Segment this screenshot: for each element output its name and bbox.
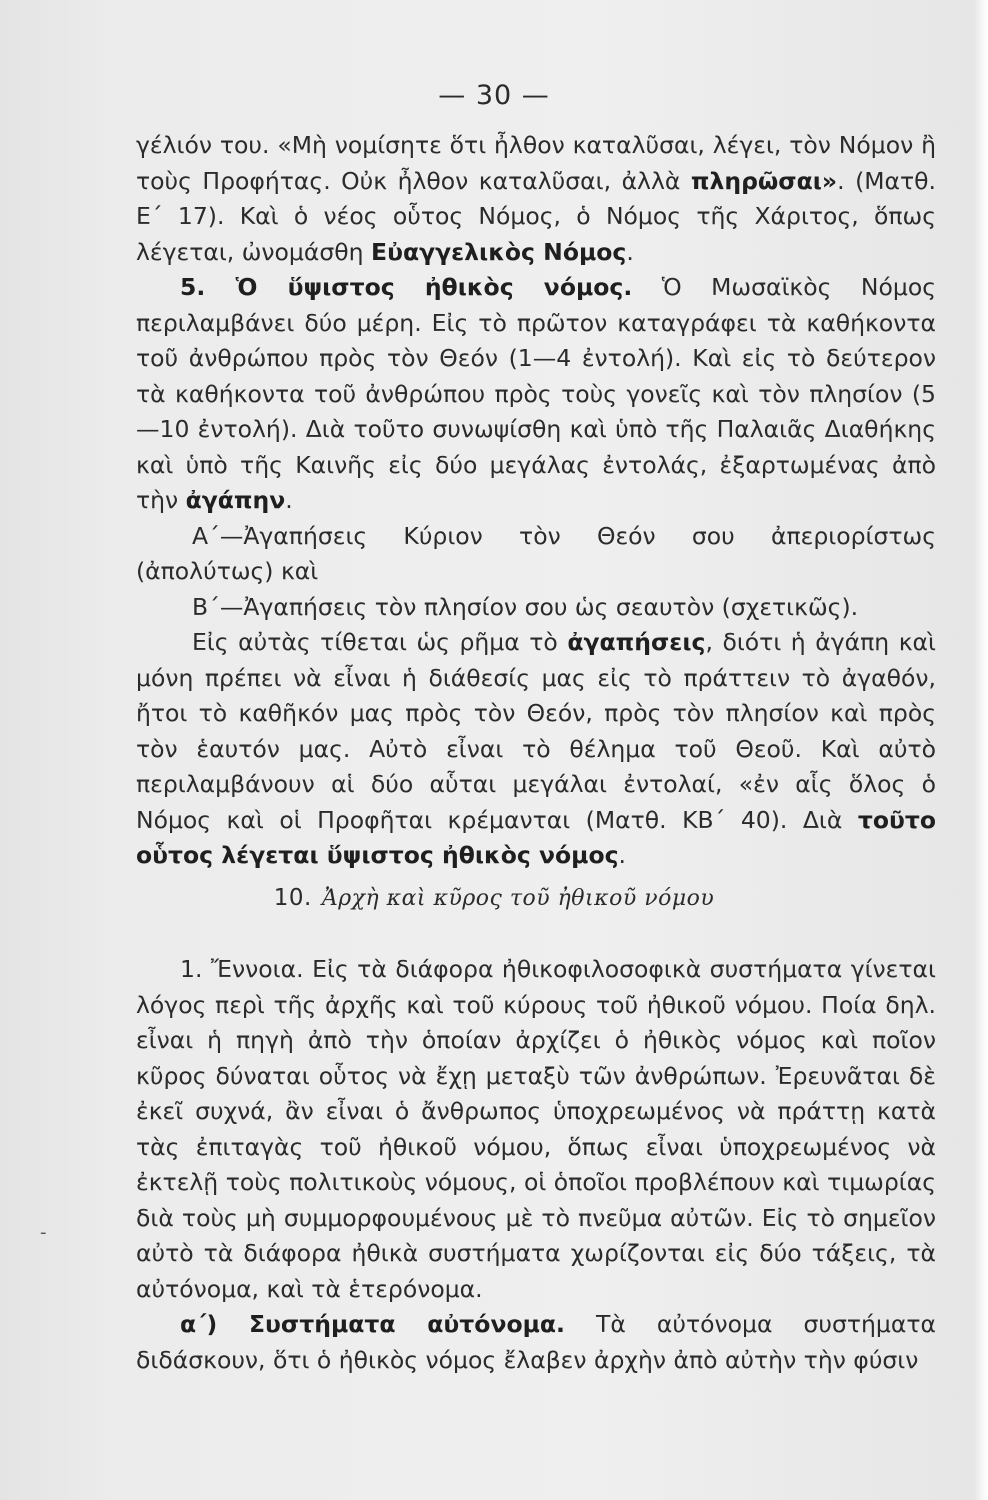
section-heading-title: Ἀρχὴ καὶ κῦρος τοῦ ἠθικοῦ νόμου	[321, 886, 715, 911]
bold-heading-supreme-law: Ὁ ὕψιστος ἠθικὸς νόμος.	[235, 273, 633, 301]
paragraph-autonomous-systems	[136, 1307, 936, 1378]
section-heading-number: 10.	[273, 885, 312, 911]
commandment-a: Α΄—Ἀγαπήσεις Κύριον τὸν Θεόν σου ἀπεριορίστως (ἀπολύτως) καὶ	[136, 521, 936, 585]
paragraph-supreme-moral-law	[136, 270, 936, 519]
text-span: . (Ματθ. Ε΄ 17). Καὶ ὁ νέος οὗτος Νόμος, ὁ Νόμος τῆς Χάριτος, ὅπως λέγεται, ὠνομάσθη	[136, 166, 937, 266]
text-span: .	[618, 841, 627, 869]
text-span: , διότι ἡ ἀγάπη καὶ μόνη πρέπει νὰ εἶναι ἡ διάθεσίς μας εἰς τὸ πράττειν τὸ ἀγαθόν, ἤτοι τὸ καθῆκόν μας πρὸς τὸν Θεόν, πρὸς τὸν πλησίον καὶ πρὸς τὸν ἑαυτόν μας. Αὐτὸ εἶναι τὸ θέλημα τοῦ Θεοῦ. Καὶ αὐτὸ περιλαμβάνουν αἱ δύο αὗται μεγάλαι ἐντολαί, «ἐν αἷς ὅλος ὁ Νόμος καὶ οἱ Προφῆται κρέμανται (Ματθ. ΚΒ΄ 40). Διὰ	[136, 628, 936, 834]
section-number: 5.	[180, 273, 236, 301]
upper-text-block	[136, 128, 936, 874]
bold-term-plirosai: πληρῶσαι»	[690, 166, 838, 195]
paragraph-law-fulfilment	[136, 128, 936, 270]
section-number: 1.	[180, 955, 211, 983]
lead-term-concept: Ἔννοια.	[210, 955, 304, 983]
text-span: .	[626, 237, 634, 266]
text-span: .	[285, 486, 293, 514]
text-span: Τὰ αὐτόνομα συστήματα διδάσκουν, ὅτι ὁ ἠθικὸς νόμος ἔλαβεν ἀρχὴν ἀπὸ αὐτὴν τὴν φύσιν	[136, 1310, 936, 1374]
page-number: — 30 —	[438, 80, 550, 111]
paragraph-concept	[136, 952, 936, 1307]
text-span: Ὁ Μωσαϊκὸς Νόμος περιλαμβάνει δύο μέρη. Εἰς τὸ πρῶτον καταγράφει τὰ καθήκοντα τοῦ ἀνθρώπου πρὸς τὸν Θεόν (1—4 ἐντολή). Καὶ εἰς τὸ δεύτερον τὰ καθήκοντα τοῦ ἀνθρώπου πρὸς τοὺς γονεῖς καὶ τὸν πλησίον (5—10 ἐντολή). Διὰ τοῦτο συνωψίσθη καὶ ὑπὸ τῆς Παλαιᾶς Διαθήκης καὶ ὑπὸ τῆς Καινῆς εἰς δύο μεγάλας ἐντολάς, ἐξαρτωμένας ἀπὸ τὴν	[136, 273, 937, 514]
bold-conclusion: τοῦτο οὗτος λέγεται ὕψιστος ἠθικὸς νόμος	[136, 805, 936, 869]
bold-heading-autonomous: α΄) Συστήματα αὐτόνομα.	[180, 1310, 565, 1338]
lower-text-block	[136, 952, 936, 1378]
text-span: γέλιόν του. «Μὴ νομίσητε ὅτι ἦλθον καταλῦσαι, λέγει, τὸν Νόμον ἢ τοὺς Προφήτας. Οὐκ ἦλθον καταλῦσαι, ἀλλὰ	[136, 131, 936, 195]
text-span: Εἰς αὐτὰς τίθεται ὡς ρῆμα τὸ	[192, 628, 568, 656]
paragraph-agapiseis	[136, 625, 936, 874]
bold-term-evangelic-law: Εὐαγγελικὸς Νόμος	[371, 237, 627, 266]
margin-mark: -	[40, 1222, 47, 1243]
text-span: Εἰς τὰ διάφορα ἠθικοφιλοσοφικὰ συστήματα γίνεται λόγος περὶ τῆς ἀρχῆς καὶ τοῦ κύρους τοῦ ἠθικοῦ νόμου. Ποία δηλ. εἶναι ἡ πηγὴ ἀπὸ τὴν ὁποίαν ἀρχίζει ὁ ἠθικὸς νόμος καὶ ποῖον κῦρος δύναται οὗτος νὰ ἔχῃ μεταξὺ τῶν ἀνθρώπων. Ἐρευνᾶται δὲ ἐκεῖ συχνά, ἂν εἶναι ὁ ἄνθρωπος ὑποχρεωμένος νὰ πράττῃ κατὰ τὰς ἐπιταγὰς τοῦ ἠθικοῦ νόμου, ὅπως εἶναι ὑποχρεωμένος νὰ ἐκτελῇ τοὺς πολιτικοὺς νόμους, οἱ ὁποῖοι προβλέπουν καὶ τιμωρίας διὰ τοὺς μὴ συμμορφουμένους μὲ τὸ πνεῦμα αὐτῶν. Εἰς τὸ σημεῖον αὐτὸ τὰ διάφορα ἠθικὰ συστήματα χωρίζονται εἰς δύο τάξεις, τὰ αὐτόνομα, καὶ τὰ ἑτερόνομα.	[136, 955, 936, 1303]
section-heading	[0, 885, 988, 911]
commandment-b: Β΄—Ἀγαπήσεις τὸν πλησίον σου ὡς σεαυτὸν (σχετικῶς).	[192, 592, 859, 621]
bold-term-agapiseis: ἀγαπήσεις	[567, 628, 706, 656]
bold-term-agapin: ἀγάπην	[185, 486, 286, 514]
